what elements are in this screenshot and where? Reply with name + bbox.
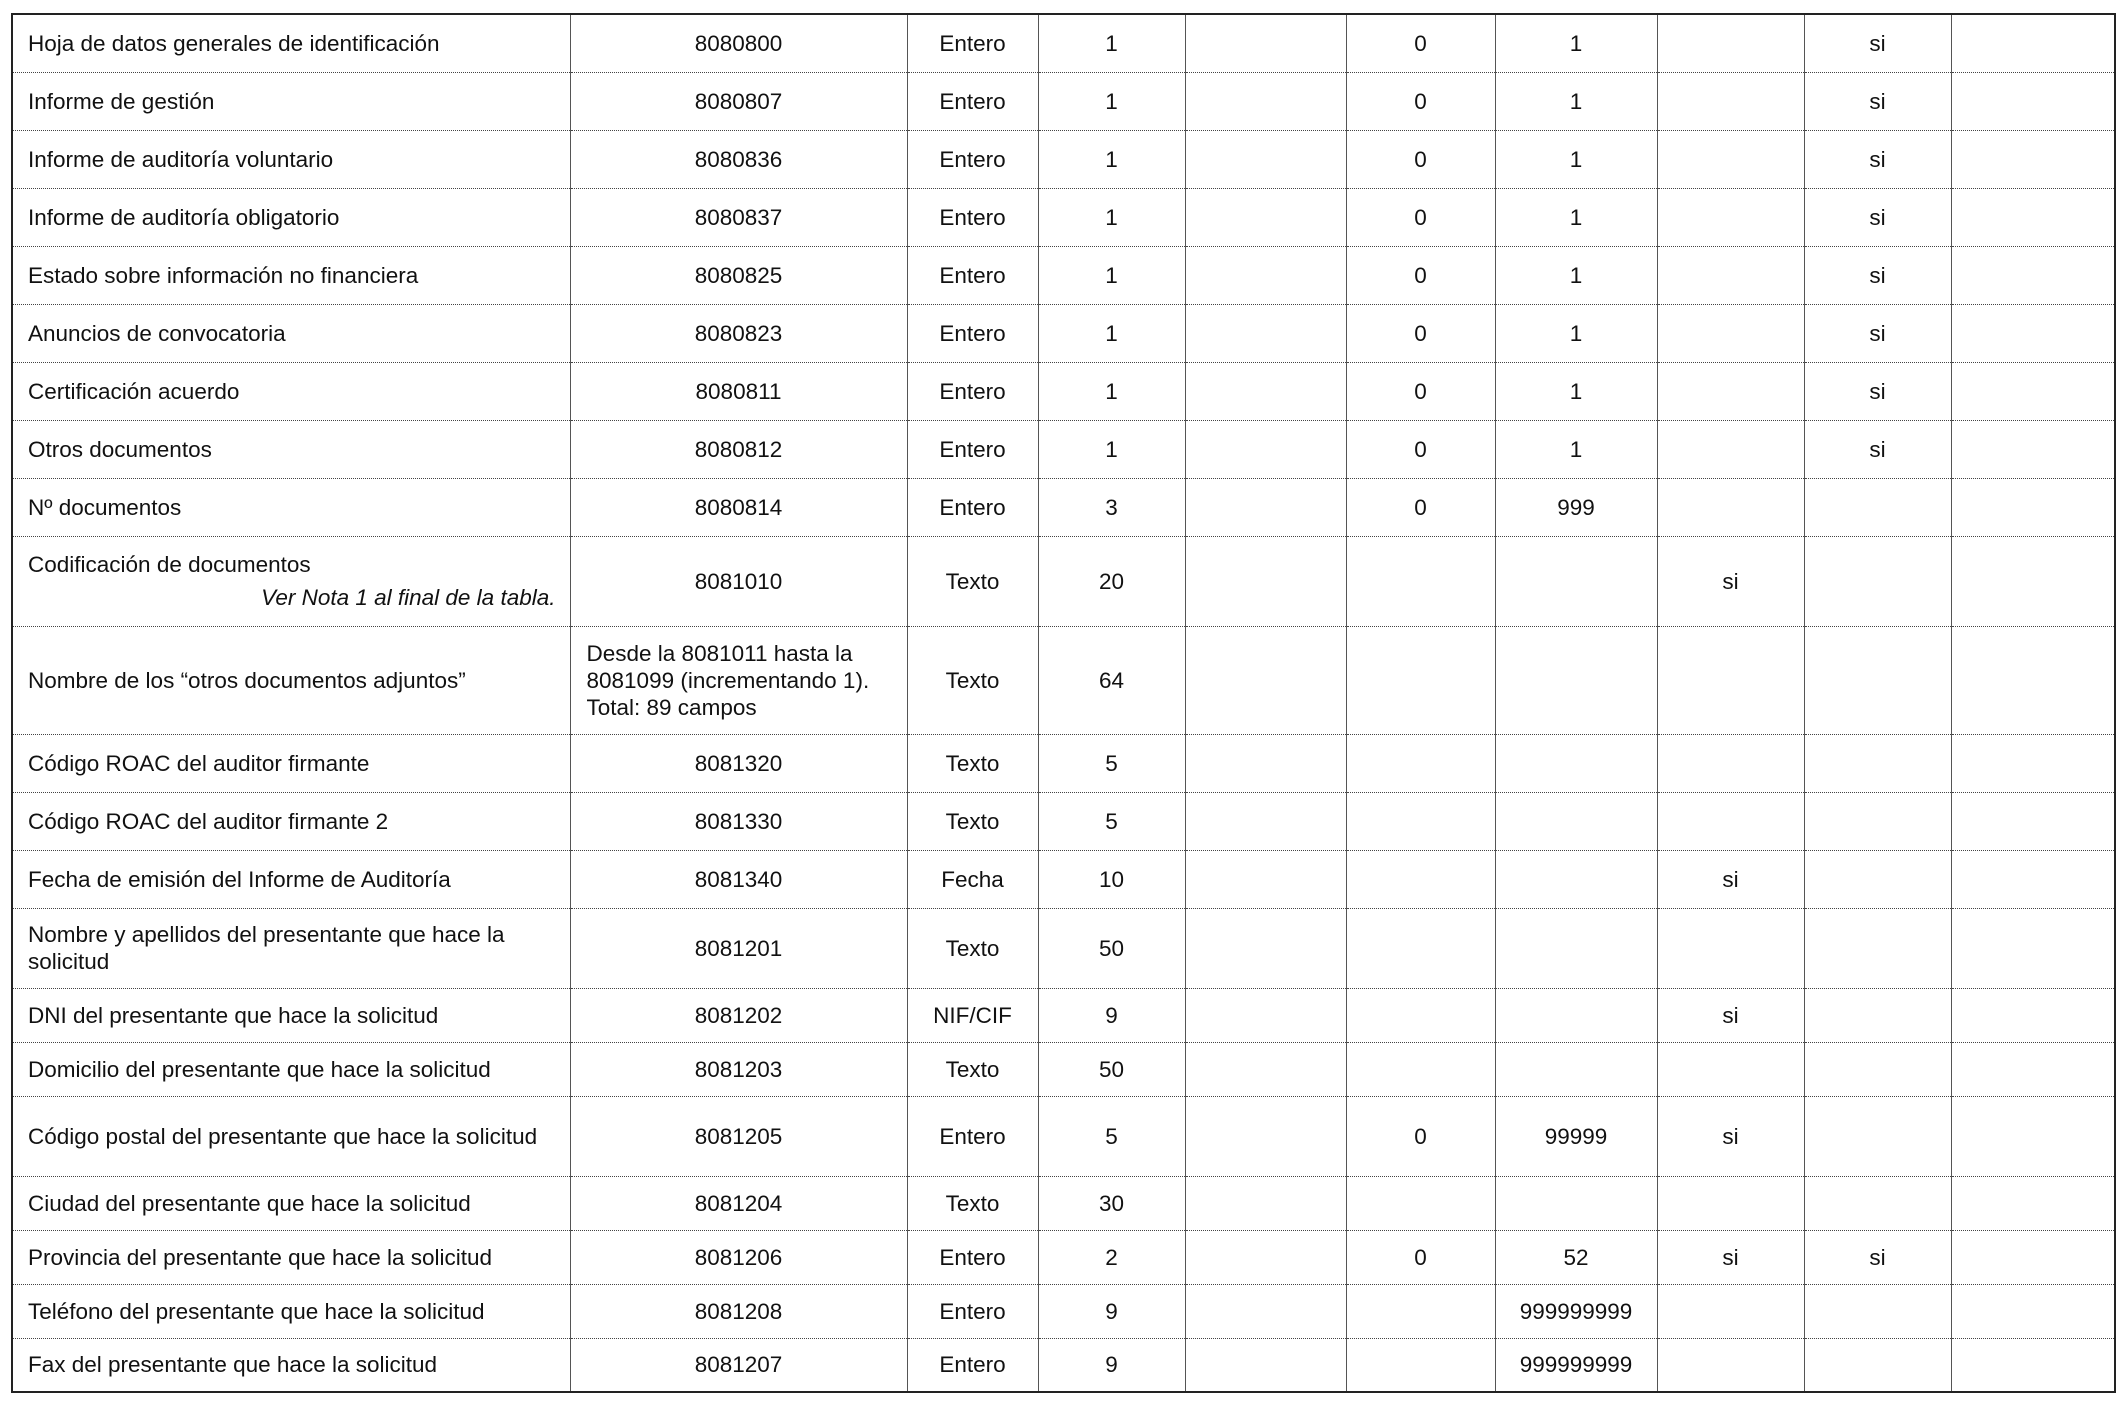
- required-cell: [1657, 734, 1804, 792]
- max-value-cell: 1: [1495, 246, 1657, 304]
- table-row: [12, 1230, 2115, 1284]
- min-value-cell: 0: [1346, 72, 1495, 130]
- table-row: [12, 1284, 2115, 1338]
- max-value-cell: 52: [1495, 1230, 1657, 1284]
- table-row: [12, 734, 2115, 792]
- extra-cell-2: [1951, 988, 2115, 1042]
- required-cell: [1657, 1042, 1804, 1096]
- field-code-cell: 8081208: [570, 1284, 907, 1338]
- extra-cell-2: [1951, 14, 2115, 72]
- data-type-cell: Texto: [907, 792, 1038, 850]
- extra-cell: [1185, 792, 1346, 850]
- extra-cell: [1185, 1338, 1346, 1392]
- field-code-cell: 8080812: [570, 420, 907, 478]
- field-code-cell: 8080837: [570, 188, 907, 246]
- max-value-cell: 1: [1495, 420, 1657, 478]
- table-note-reference: Ver Nota 1 al final de la tabla.: [261, 585, 556, 610]
- required-cell: si: [1657, 1230, 1804, 1284]
- extra-cell-2: [1951, 908, 2115, 988]
- extra-cell-2: [1951, 420, 2115, 478]
- required-cell: [1657, 1176, 1804, 1230]
- required-cell: si: [1657, 850, 1804, 908]
- field-name-cell: Código ROAC del auditor firmante: [12, 734, 570, 792]
- data-type-cell: Entero: [907, 304, 1038, 362]
- field-name-cell: Nombre de los “otros documentos adjuntos”: [12, 626, 570, 734]
- required-cell: [1657, 792, 1804, 850]
- length-cell: 5: [1038, 734, 1185, 792]
- min-value-cell: 0: [1346, 478, 1495, 536]
- required-cell: si: [1657, 1096, 1804, 1176]
- field-code-cell: 8080800: [570, 14, 907, 72]
- field-name-cell: Domicilio del presentante que hace la solicitud: [12, 1042, 570, 1096]
- extra-cell: [1185, 850, 1346, 908]
- extra-cell-2: [1951, 1096, 2115, 1176]
- extra-cell-2: [1951, 362, 2115, 420]
- data-type-cell: Texto: [907, 908, 1038, 988]
- field-code-cell: 8081320: [570, 734, 907, 792]
- field-code-cell: 8081330: [570, 792, 907, 850]
- length-cell: 10: [1038, 850, 1185, 908]
- min-value-cell: [1346, 908, 1495, 988]
- flag-cell: [1804, 1042, 1951, 1096]
- length-cell: 1: [1038, 362, 1185, 420]
- required-cell: [1657, 1338, 1804, 1392]
- max-value-cell: 999999999: [1495, 1338, 1657, 1392]
- extra-cell: [1185, 420, 1346, 478]
- length-cell: 30: [1038, 1176, 1185, 1230]
- data-type-cell: Entero: [907, 478, 1038, 536]
- table-row: [12, 362, 2115, 420]
- data-type-cell: Entero: [907, 1284, 1038, 1338]
- data-type-cell: Fecha: [907, 850, 1038, 908]
- extra-cell: [1185, 1230, 1346, 1284]
- required-cell: [1657, 478, 1804, 536]
- field-code-cell: 8080807: [570, 72, 907, 130]
- extra-cell: [1185, 734, 1346, 792]
- flag-cell: [1804, 792, 1951, 850]
- field-name-cell: Código postal del presentante que hace la solicitud: [12, 1096, 570, 1176]
- field-code-cell: 8081340: [570, 850, 907, 908]
- data-type-cell: NIF/CIF: [907, 988, 1038, 1042]
- field-code-cell: 8080814: [570, 478, 907, 536]
- extra-cell-2: [1951, 1338, 2115, 1392]
- flag-cell: [1804, 1176, 1951, 1230]
- extra-cell-2: [1951, 188, 2115, 246]
- field-code-cell: 8081204: [570, 1176, 907, 1230]
- length-cell: 1: [1038, 188, 1185, 246]
- flag-cell: [1804, 850, 1951, 908]
- min-value-cell: 0: [1346, 130, 1495, 188]
- max-value-cell: 99999: [1495, 1096, 1657, 1176]
- field-name-cell: Otros documentos: [12, 420, 570, 478]
- extra-cell: [1185, 188, 1346, 246]
- length-cell: 50: [1038, 908, 1185, 988]
- flag-cell: si: [1804, 246, 1951, 304]
- extra-cell-2: [1951, 304, 2115, 362]
- table-row: [12, 14, 2115, 72]
- length-cell: 20: [1038, 536, 1185, 626]
- required-cell: [1657, 420, 1804, 478]
- extra-cell: [1185, 1284, 1346, 1338]
- max-value-cell: 1: [1495, 72, 1657, 130]
- extra-cell: [1185, 626, 1346, 734]
- data-type-cell: Texto: [907, 1042, 1038, 1096]
- flag-cell: si: [1804, 362, 1951, 420]
- max-value-cell: [1495, 988, 1657, 1042]
- field-name-cell: Fecha de emisión del Informe de Auditoría: [12, 850, 570, 908]
- max-value-cell: 999999999: [1495, 1284, 1657, 1338]
- table-row: [12, 988, 2115, 1042]
- max-value-cell: [1495, 908, 1657, 988]
- required-cell: [1657, 304, 1804, 362]
- extra-cell-2: [1951, 734, 2115, 792]
- extra-cell-2: [1951, 130, 2115, 188]
- data-type-cell: Texto: [907, 626, 1038, 734]
- max-value-cell: [1495, 1042, 1657, 1096]
- flag-cell: [1804, 1284, 1951, 1338]
- required-cell: [1657, 362, 1804, 420]
- required-cell: si: [1657, 536, 1804, 626]
- extra-cell-2: [1951, 246, 2115, 304]
- table-row: [12, 72, 2115, 130]
- data-type-cell: Entero: [907, 72, 1038, 130]
- extra-cell: [1185, 304, 1346, 362]
- field-name-cell: Fax del presentante que hace la solicitud: [12, 1338, 570, 1392]
- field-name-cell: Teléfono del presentante que hace la solicitud: [12, 1284, 570, 1338]
- min-value-cell: [1346, 792, 1495, 850]
- length-cell: 9: [1038, 988, 1185, 1042]
- flag-cell: si: [1804, 14, 1951, 72]
- data-type-cell: Entero: [907, 1338, 1038, 1392]
- extra-cell-2: [1951, 792, 2115, 850]
- extra-cell: [1185, 1176, 1346, 1230]
- field-name-cell: Certificación acuerdo: [12, 362, 570, 420]
- length-cell: 2: [1038, 1230, 1185, 1284]
- flag-cell: si: [1804, 1230, 1951, 1284]
- max-value-cell: 1: [1495, 304, 1657, 362]
- extra-cell: [1185, 246, 1346, 304]
- field-code-cell: 8081206: [570, 1230, 907, 1284]
- extra-cell: [1185, 908, 1346, 988]
- length-cell: 1: [1038, 14, 1185, 72]
- extra-cell-2: [1951, 1284, 2115, 1338]
- field-code-cell: 8080811: [570, 362, 907, 420]
- extra-cell: [1185, 1042, 1346, 1096]
- max-value-cell: [1495, 1176, 1657, 1230]
- flag-cell: [1804, 734, 1951, 792]
- field-code-cell: 8081010: [570, 536, 907, 626]
- min-value-cell: [1346, 988, 1495, 1042]
- min-value-cell: 0: [1346, 304, 1495, 362]
- min-value-cell: [1346, 536, 1495, 626]
- extra-cell-2: [1951, 1230, 2115, 1284]
- min-value-cell: 0: [1346, 420, 1495, 478]
- data-type-cell: Entero: [907, 1096, 1038, 1176]
- length-cell: 64: [1038, 626, 1185, 734]
- flag-cell: [1804, 1338, 1951, 1392]
- max-value-cell: 1: [1495, 362, 1657, 420]
- length-cell: 1: [1038, 72, 1185, 130]
- extra-cell: [1185, 130, 1346, 188]
- extra-cell: [1185, 478, 1346, 536]
- data-type-cell: Texto: [907, 536, 1038, 626]
- data-type-cell: Entero: [907, 130, 1038, 188]
- extra-cell-2: [1951, 72, 2115, 130]
- table-row: [12, 1042, 2115, 1096]
- table-row: [12, 1338, 2115, 1392]
- max-value-cell: [1495, 626, 1657, 734]
- table-row: [12, 478, 2115, 536]
- field-code-cell: 8080836: [570, 130, 907, 188]
- table-row: [12, 246, 2115, 304]
- extra-cell: [1185, 14, 1346, 72]
- table-row: [12, 1176, 2115, 1230]
- field-code-cell: 8081203: [570, 1042, 907, 1096]
- table-row: [12, 188, 2115, 246]
- required-cell: si: [1657, 988, 1804, 1042]
- max-value-cell: 1: [1495, 130, 1657, 188]
- flag-cell: si: [1804, 420, 1951, 478]
- required-cell: [1657, 188, 1804, 246]
- extra-cell: [1185, 1096, 1346, 1176]
- extra-cell-2: [1951, 536, 2115, 626]
- length-cell: 9: [1038, 1338, 1185, 1392]
- min-value-cell: 0: [1346, 1096, 1495, 1176]
- field-code-cell: 8080823: [570, 304, 907, 362]
- field-code-cell: 8081207: [570, 1338, 907, 1392]
- extra-cell-2: [1951, 1042, 2115, 1096]
- field-name-cell: DNI del presentante que hace la solicitud: [12, 988, 570, 1042]
- field-name-cell: Informe de gestión: [12, 72, 570, 130]
- table-row: [12, 304, 2115, 362]
- length-cell: 1: [1038, 304, 1185, 362]
- length-cell: 1: [1038, 246, 1185, 304]
- data-type-cell: Entero: [907, 420, 1038, 478]
- required-cell: [1657, 130, 1804, 188]
- min-value-cell: 0: [1346, 246, 1495, 304]
- max-value-cell: 999: [1495, 478, 1657, 536]
- table-row: [12, 420, 2115, 478]
- required-cell: [1657, 14, 1804, 72]
- flag-cell: si: [1804, 188, 1951, 246]
- length-cell: 1: [1038, 130, 1185, 188]
- max-value-cell: 1: [1495, 188, 1657, 246]
- required-cell: [1657, 1284, 1804, 1338]
- field-name-cell: Hoja de datos generales de identificación: [12, 14, 570, 72]
- field-name-cell: Ciudad del presentante que hace la solicitud: [12, 1176, 570, 1230]
- extra-cell: [1185, 362, 1346, 420]
- field-spec-table: [11, 13, 2116, 1393]
- max-value-cell: [1495, 734, 1657, 792]
- field-name-cell: Nombre y apellidos del presentante que hace la solicitud: [12, 908, 570, 988]
- extra-cell: [1185, 536, 1346, 626]
- field-name-cell: Estado sobre información no financiera: [12, 246, 570, 304]
- max-value-cell: [1495, 536, 1657, 626]
- length-cell: 9: [1038, 1284, 1185, 1338]
- data-type-cell: Entero: [907, 1230, 1038, 1284]
- table-row: [12, 536, 2115, 626]
- min-value-cell: [1346, 734, 1495, 792]
- field-code-cell: 8081201: [570, 908, 907, 988]
- table-body: [12, 14, 2115, 1392]
- length-cell: 3: [1038, 478, 1185, 536]
- flag-cell: si: [1804, 72, 1951, 130]
- flag-cell: si: [1804, 304, 1951, 362]
- min-value-cell: 0: [1346, 14, 1495, 72]
- length-cell: 1: [1038, 420, 1185, 478]
- min-value-cell: 0: [1346, 1230, 1495, 1284]
- flag-cell: [1804, 1096, 1951, 1176]
- table-row: [12, 850, 2115, 908]
- min-value-cell: 0: [1346, 362, 1495, 420]
- required-cell: [1657, 908, 1804, 988]
- data-type-cell: Entero: [907, 14, 1038, 72]
- field-name-cell: Informe de auditoría voluntario: [12, 130, 570, 188]
- data-type-cell: Entero: [907, 188, 1038, 246]
- extra-cell-2: [1951, 1176, 2115, 1230]
- field-name-text: Codificación de documentos: [28, 552, 311, 577]
- table-row: [12, 908, 2115, 988]
- min-value-cell: 0: [1346, 188, 1495, 246]
- field-code-cell: 8080825: [570, 246, 907, 304]
- data-type-cell: Texto: [907, 734, 1038, 792]
- extra-cell: [1185, 988, 1346, 1042]
- min-value-cell: [1346, 1284, 1495, 1338]
- field-name-cell: [12, 536, 570, 626]
- length-cell: 5: [1038, 792, 1185, 850]
- flag-cell: si: [1804, 130, 1951, 188]
- field-name-cell: Código ROAC del auditor firmante 2: [12, 792, 570, 850]
- table-row: [12, 792, 2115, 850]
- flag-cell: [1804, 988, 1951, 1042]
- field-code-cell: 8081202: [570, 988, 907, 1042]
- flag-cell: [1804, 536, 1951, 626]
- extra-cell-2: [1951, 478, 2115, 536]
- extra-cell: [1185, 72, 1346, 130]
- required-cell: [1657, 246, 1804, 304]
- field-code-cell: 8081205: [570, 1096, 907, 1176]
- field-spec-table-wrapper: [11, 13, 2114, 1393]
- flag-cell: [1804, 908, 1951, 988]
- min-value-cell: [1346, 626, 1495, 734]
- length-cell: 5: [1038, 1096, 1185, 1176]
- required-cell: [1657, 72, 1804, 130]
- table-row: [12, 1096, 2115, 1176]
- extra-cell-2: [1951, 850, 2115, 908]
- min-value-cell: [1346, 1338, 1495, 1392]
- max-value-cell: [1495, 792, 1657, 850]
- max-value-cell: [1495, 850, 1657, 908]
- field-name-cell: Nº documentos: [12, 478, 570, 536]
- data-type-cell: Entero: [907, 246, 1038, 304]
- extra-cell-2: [1951, 626, 2115, 734]
- data-type-cell: Entero: [907, 362, 1038, 420]
- min-value-cell: [1346, 1176, 1495, 1230]
- field-name-cell: Provincia del presentante que hace la solicitud: [12, 1230, 570, 1284]
- flag-cell: [1804, 626, 1951, 734]
- required-cell: [1657, 626, 1804, 734]
- flag-cell: [1804, 478, 1951, 536]
- field-code-cell: Desde la 8081011 hasta la 8081099 (incrementando 1). Total: 89 campos: [570, 626, 907, 734]
- table-row: [12, 130, 2115, 188]
- max-value-cell: 1: [1495, 14, 1657, 72]
- min-value-cell: [1346, 1042, 1495, 1096]
- field-name-cell: Informe de auditoría obligatorio: [12, 188, 570, 246]
- field-name-cell: Anuncios de convocatoria: [12, 304, 570, 362]
- data-type-cell: Texto: [907, 1176, 1038, 1230]
- table-row: [12, 626, 2115, 734]
- length-cell: 50: [1038, 1042, 1185, 1096]
- min-value-cell: [1346, 850, 1495, 908]
